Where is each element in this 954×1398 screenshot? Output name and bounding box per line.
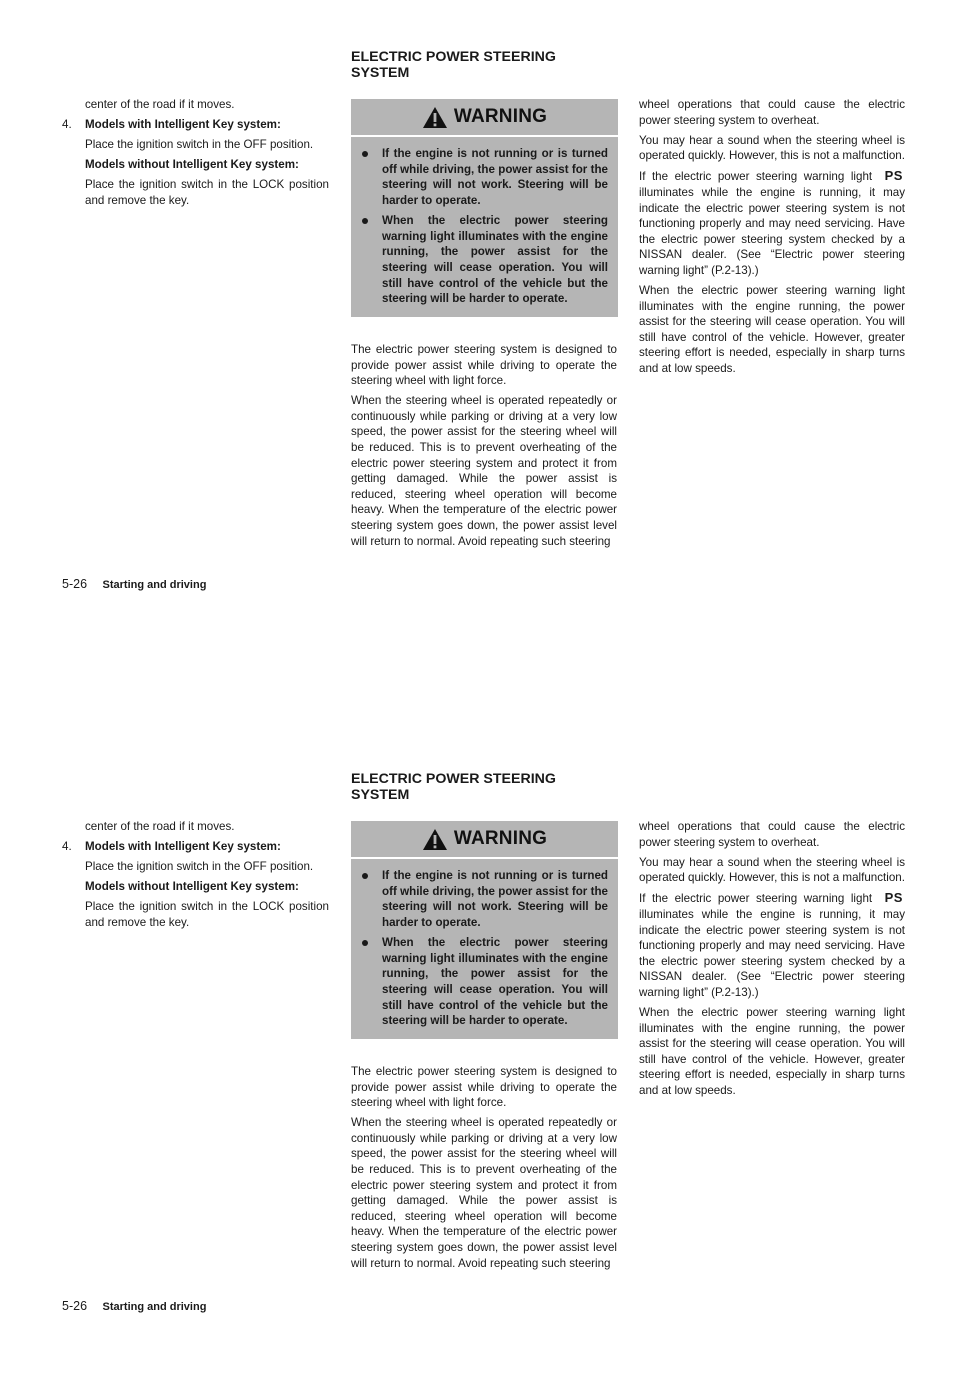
bullet-dot — [362, 218, 368, 224]
section-heading — [351, 772, 611, 803]
with-key-text: Place the ignition switch in the OFF position. — [85, 860, 314, 874]
continuation-text: center of the road if it moves. — [85, 98, 235, 111]
middle-column — [351, 342, 617, 554]
warning-box — [351, 821, 618, 1039]
warning-bullet — [362, 935, 608, 1029]
warning-bullet-text: If the engine is not running or is turned off while driving, the power assist for the steering will not work. Steering will be harder to operate. — [382, 869, 608, 930]
without-key-heading: Models without Intelligent Key system: — [85, 880, 299, 894]
warning-header — [351, 99, 618, 137]
bullet-dot — [362, 873, 368, 879]
paragraph-text-after-symbol: illuminates while the engine is running, it may indicate the electric power steering system is not functioning properly and may need servicing. Have the electric power steering system checked by a NISSAN dealer. (See “Electric power steering warning light” (P.2-13).) — [639, 185, 905, 277]
manual-page-2 — [0, 722, 954, 1398]
with-key-text: Place the ignition switch in the OFF position. — [85, 138, 314, 152]
warning-bullet — [362, 213, 608, 307]
section-name: Starting and driving — [102, 1301, 207, 1313]
list-item-4-heading — [62, 839, 329, 855]
paragraph-text-before-symbol: If the electric power steering warning light — [639, 170, 873, 184]
paragraph: You may hear a sound when the steering wheel is operated quickly. However, this is not a malfunction. — [639, 133, 905, 163]
bullet-dot — [362, 151, 368, 157]
paragraph: The electric power steering system is designed to provide power assist while driving to operate the steering wheel with light force. — [351, 1065, 617, 1110]
warning-bullet-text: When the electric power steering warning light illuminates with the engine running, the power assist for the steering will cease operation. You will still have control of the vehicle but the steering will be harder to operate. — [382, 935, 608, 1028]
section-heading-line2: SYSTEM — [351, 786, 410, 803]
paragraph-text-before-symbol: If the electric power steering warning light — [639, 892, 873, 906]
with-key-heading: Models with Intelligent Key system: — [85, 118, 281, 132]
left-column — [62, 819, 329, 935]
without-key-text: Place the ignition switch in the LOCK position and remove the key. — [85, 900, 329, 929]
warning-header — [351, 821, 618, 859]
ps-warning-light-icon: PS — [884, 168, 903, 184]
with-key-heading: Models with Intelligent Key system: — [85, 840, 281, 854]
warning-triangle-icon — [422, 828, 448, 851]
paragraph: When the steering wheel is operated repeatedly or continuously while parking or driving at a very low speed, the power assist for the steering wheel will be reduced. This is to prevent overheating of the electric power steering system and protect it from getting damaged. While the power assist is reduced, steering wheel operation will become heavy. When the temperature of the electric power steering system goes down, the power assist level will return to normal. Avoid repeating such steering — [351, 1116, 617, 1270]
page-number: 5-26 — [62, 1299, 88, 1313]
list-item-number: 4. — [62, 118, 72, 132]
warning-body — [351, 859, 618, 1039]
warning-title: WARNING — [453, 106, 548, 127]
middle-column — [351, 1064, 617, 1276]
paragraph-text-after-symbol: illuminates while the engine is running, it may indicate the electric power steering system is not functioning properly and may need servicing. Have the electric power steering system checked by a NISSAN dealer. (See “Electric power steering warning light” (P.2-13).) — [639, 907, 905, 999]
paragraph: You may hear a sound when the steering wheel is operated quickly. However, this is not a malfunction. — [639, 855, 905, 885]
page-number: 5-26 — [62, 577, 88, 591]
list-item-4-heading — [62, 117, 329, 133]
warning-box — [351, 99, 618, 317]
paragraph: When the electric power steering warning light illuminates with the engine running, the power assist for the steering will cease operation. You will still have control of the vehicle. However, greater steering effort is needed, especially in sharp turns and at low speeds. — [639, 284, 905, 375]
without-key-text: Place the ignition switch in the LOCK position and remove the key. — [85, 178, 329, 207]
warning-bullet — [362, 868, 608, 931]
section-heading-line1: ELECTRIC POWER STEERING — [351, 49, 556, 65]
section-name: Starting and driving — [102, 579, 207, 591]
warning-title: WARNING — [453, 828, 548, 849]
ps-warning-light-icon: PS — [884, 890, 903, 906]
continuation-text: center of the road if it moves. — [85, 820, 235, 833]
section-heading-line2: SYSTEM — [351, 64, 410, 81]
warning-bullet — [362, 146, 608, 209]
paragraph: wheel operations that could cause the electric power steering system to overheat. — [639, 820, 905, 849]
paragraph: When the steering wheel is operated repeatedly or continuously while parking or driving at a very low speed, the power assist for the steering wheel will be reduced. This is to prevent overheating of the electric power steering system and protect it from getting damaged. While the power assist is reduced, steering wheel operation will become heavy. When the temperature of the electric power steering system goes down, the power assist level will return to normal. Avoid repeating such steering — [351, 394, 617, 548]
left-column — [62, 97, 329, 213]
paragraph: wheel operations that could cause the electric power steering system to overheat. — [639, 98, 905, 127]
paragraph-with-symbol — [639, 168, 905, 278]
page-footer — [62, 1299, 206, 1313]
without-key-heading: Models without Intelligent Key system: — [85, 158, 299, 172]
section-heading — [351, 50, 611, 81]
paragraph-with-symbol — [639, 890, 905, 1000]
paragraph: The electric power steering system is designed to provide power assist while driving to operate the steering wheel with light force. — [351, 343, 617, 388]
right-column — [639, 819, 905, 1103]
paragraph: When the electric power steering warning light illuminates with the engine running, the power assist for the steering will cease operation. You will still have control of the vehicle. However, greater steering effort is needed, especially in sharp turns and at low speeds. — [639, 1006, 905, 1097]
manual-page-1 — [0, 0, 954, 676]
bullet-dot — [362, 940, 368, 946]
warning-triangle-icon — [422, 106, 448, 129]
page-footer — [62, 577, 206, 591]
warning-bullet-text: When the electric power steering warning light illuminates with the engine running, the power assist for the steering will cease operation. You will still have control of the vehicle but the steering will be harder to operate. — [382, 213, 608, 306]
warning-body — [351, 137, 618, 317]
right-column — [639, 97, 905, 381]
warning-bullet-text: If the engine is not running or is turned off while driving, the power assist for the steering will not work. Steering will be harder to operate. — [382, 147, 608, 208]
section-heading-line1: ELECTRIC POWER STEERING — [351, 771, 556, 787]
list-item-number: 4. — [62, 840, 72, 854]
